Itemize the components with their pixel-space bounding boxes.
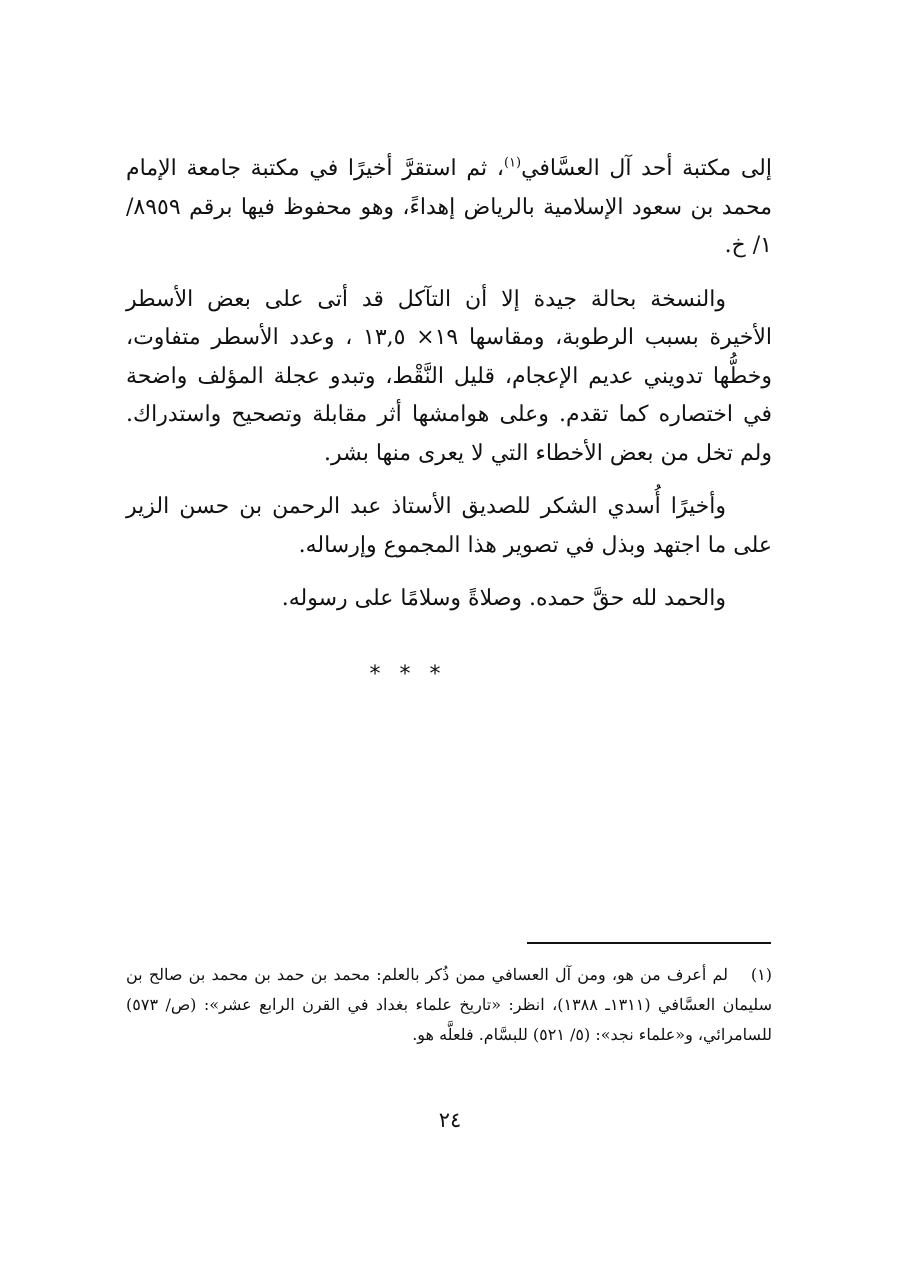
- paragraph-acknowledgement: وأخيرًا أُسدي الشكر للصديق الأستاذ عبد الرحمن بن حسن الزير على ما اجتهد وبذل في تصوير هذا المجموع وإرساله.: [126, 494, 772, 558]
- footnote: [126, 960, 772, 1050]
- paragraph-text: إلى مكتبة أحد آل العسَّافي: [521, 156, 772, 181]
- paragraph-manuscript-description: والنسخة بحالة جيدة إلا أن التآكل قد أتى على بعض الأسطر الأخيرة بسبب الرطوبة، ومقاسها ١٩× ١٣,٥ ، وعدد الأسطر متفاوت، وخطُّها تدويني عديم الإعجام، قليل النَّقْط، وتبدو عجلة المؤلف واضحة في اختصاره كما تقدم. وعلى هوامشها أثر مقابلة وتصحيح واستدراك. ولم تخل من بعض الأخطاء التي لا يعرى منها بشر.: [126, 286, 773, 466]
- main-text: [126, 150, 772, 634]
- footnote-reference[interactable]: (١): [503, 155, 522, 171]
- page-number: ٢٤: [438, 1108, 462, 1132]
- paragraph-manuscript-location: [126, 150, 772, 266]
- footnote-separator: [527, 942, 771, 944]
- paragraph-text: ، ثم استقرَّ أخيرًا في مكتبة جامعة الإمام محمد بن سعود الإسلامية بالرياض إهداءً، وهو محفوظ فيها برقم ٨٩٥٩/ ١/ خ.: [126, 156, 772, 258]
- section-divider: * * *: [369, 662, 447, 687]
- paragraph-closing-praise: والحمد لله حقَّ حمده. وصلاةً وسلامًا على رسوله.: [281, 586, 726, 611]
- footnote-text: لم أعرف من هو، ومن آل العسافي ممن ذُكر بالعلم: محمد بن حمد بن محمد بن صالح بن سليمان العسَّافي (١٣١١ـ ١٣٨٨)، انظر: «تاريخ علماء بغداد في القرن الرابع عشر»: (ص/ ٥٧٣) للسامرائي، و«علماء نجد»: (٥/ ٥٢١) للبسَّام. فلعلَّه هو.: [126, 965, 773, 1044]
- footnote-marker: (١): [750, 965, 772, 984]
